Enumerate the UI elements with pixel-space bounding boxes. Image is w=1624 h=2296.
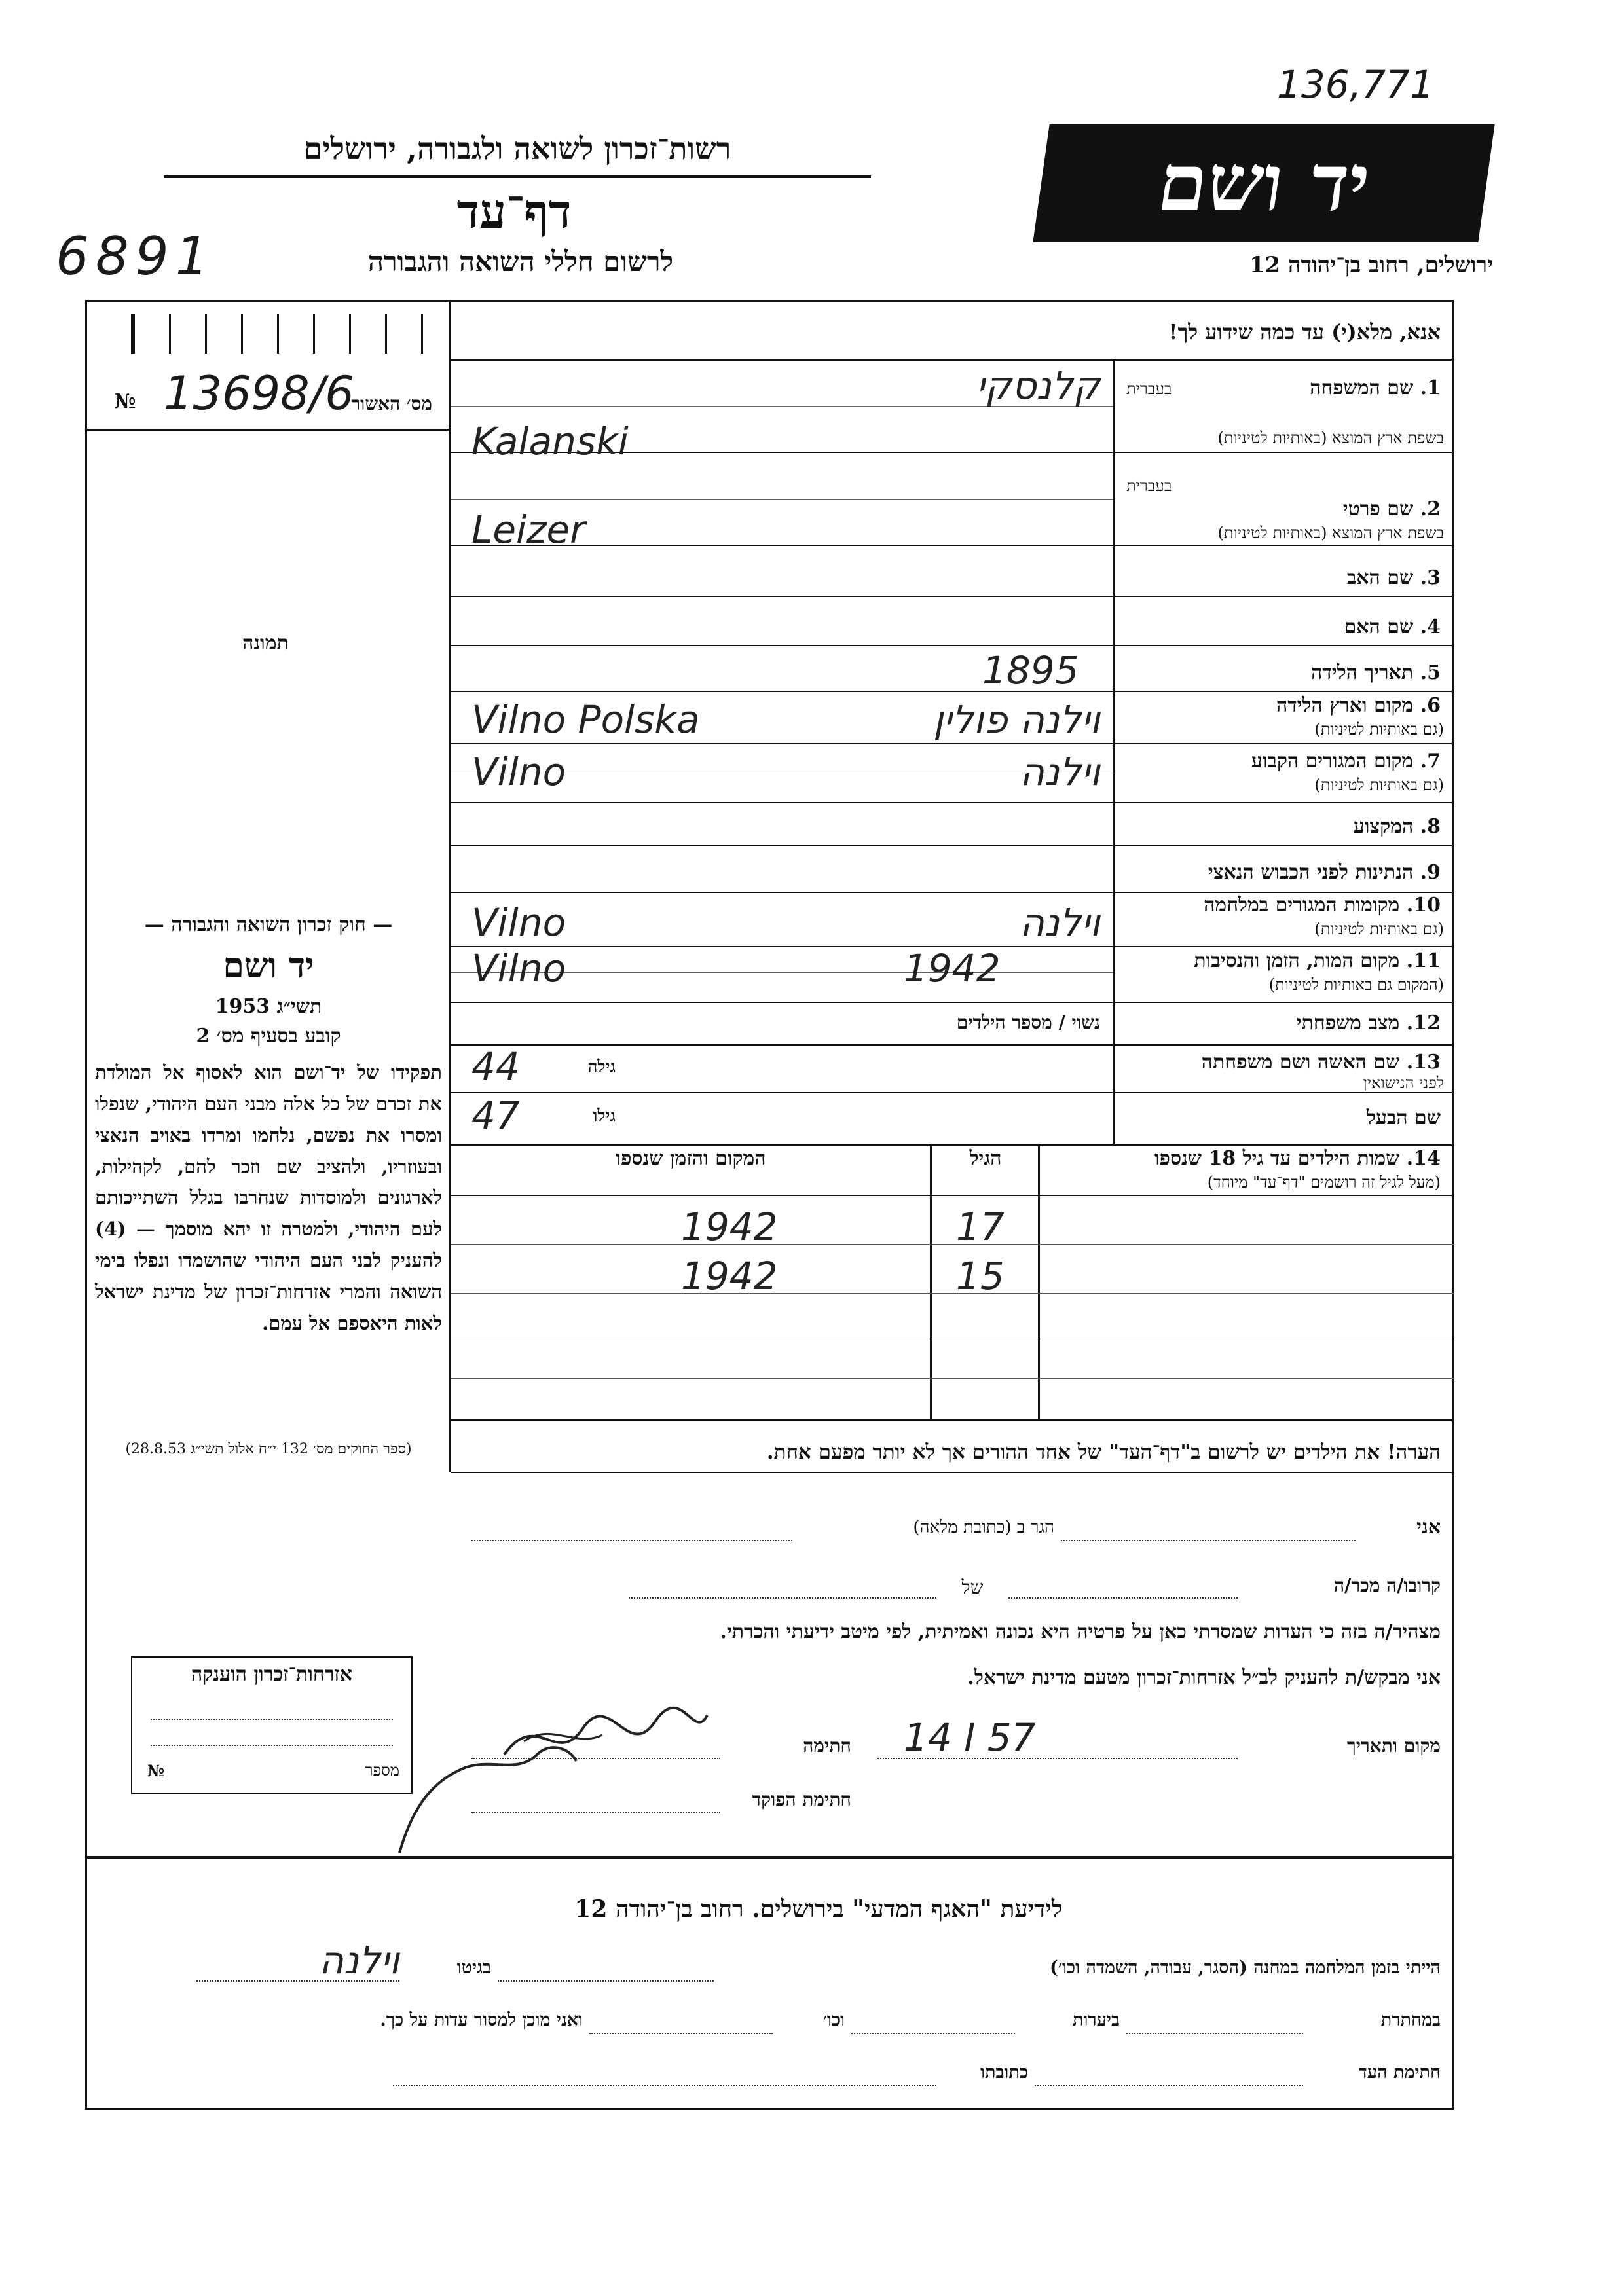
instruction-rule xyxy=(451,359,1454,361)
children-label: 14. שמות הילדים עד גיל 18 שנספו xyxy=(1154,1147,1441,1170)
ghetto-value[interactable]: וילנה xyxy=(319,1938,399,1982)
witness-address-label: כתובתו xyxy=(980,2062,1028,2083)
law-logo: יד ושם xyxy=(223,946,314,986)
witness-signature-line[interactable] xyxy=(1035,2085,1303,2086)
photo-label: תמונה xyxy=(242,632,289,655)
declaration-request: אני מבקש/ת להעניק לב״ל אזרחות־זכרון מטעם מדינת ישראל. xyxy=(967,1666,1441,1689)
place-date-label: מקום ותאריך xyxy=(1346,1735,1441,1757)
declarant-name-line[interactable] xyxy=(1061,1540,1356,1541)
death-place-latin-value[interactable]: Vilno xyxy=(471,946,566,991)
hiding-line[interactable] xyxy=(1126,2033,1303,2034)
witness-signature-label: חתימת העד xyxy=(1358,2062,1441,2083)
field-1-sub: בעברית xyxy=(1126,380,1172,398)
field-7-sub2: (גם באותיות לטיניות) xyxy=(1314,776,1444,794)
memorial-citizenship-title: אזרחות־זכרון הוענקה xyxy=(191,1663,353,1686)
law-text: תפקידו של יד־ושם הוא לאסוף אל המולדת את זכרם של כל אלה מבני העם היהודי, שנפלו ומסרו את נפשם, נלחמו ומרדו באויב הנאצי ובעוזריו, ולהציב שם וזכר להם, לקהילות, לארגונים ולמוסדות שנחרבו בגלל השתייכותם לעם היהודי, ולמטרה זו יהא מוסמך — (4) להעניק לבני העם היהודי שהושמדו ונפלו בימי השואה והמרי אזרחות־זכרון של מדינת ישראל לאות היאספם אל עמם. xyxy=(95,1061,442,1334)
approval-rule xyxy=(85,429,449,431)
relation-line[interactable] xyxy=(1008,1597,1238,1599)
form-subtitle: לרשום חללי השואה והגבורה xyxy=(367,246,674,278)
wife-age-value[interactable]: 44 xyxy=(471,1044,520,1089)
law-clause: קובע בסעיף מס׳ 2 xyxy=(196,1025,341,1048)
declaration-statement: מצהיר/ה בזה כי העדות שמסרתי כאן על פרטיה היא נכונה ואמיתית, לפי מיטב ידיעתי והכרתי. xyxy=(720,1620,1441,1643)
header-address: ירושלים, רחוב בן־יהודה 12 xyxy=(1249,252,1493,278)
residence-hebrew-value[interactable]: וילנה xyxy=(1020,750,1100,794)
instruction: אנא, מלא(י) עד כמה שידוע לך! xyxy=(1168,319,1441,344)
field-7-label: 7. מקום המגורים הקבוע xyxy=(1251,750,1441,773)
children-col-age: הגיל xyxy=(969,1147,1002,1170)
resident-label: הגר ב (כתובת מלאה) xyxy=(913,1518,1054,1537)
child-2-age[interactable]: 15 xyxy=(956,1254,1005,1298)
field-1-label: 1. שם המשפחה xyxy=(1310,376,1441,399)
camp-label: הייתי בזמן המלחמה במחנה (הסגר, עבודה, השמדה וכו׳) xyxy=(1050,1958,1441,1978)
forest-line[interactable] xyxy=(851,2033,1015,2034)
field-12-label: 12. מצב משפחתי xyxy=(1296,1011,1441,1034)
field-10-sub2: (גם באותיות לטיניות) xyxy=(1314,920,1444,938)
declaration-i-label: אני xyxy=(1416,1516,1441,1539)
field-13-label: 13. שם האשה ושם משפחתה xyxy=(1201,1051,1441,1074)
etc-label: וכו׳ xyxy=(822,2010,845,2030)
side-number: 6891 xyxy=(56,226,215,287)
note: הערה! את הילדים יש לרשום ב"דף־העד" של אחד ההורים אך לא יותר מפעם אחת. xyxy=(766,1440,1441,1464)
approval-label: מס׳ האשור xyxy=(351,393,432,414)
marital-status-value[interactable]: נשוי / מספר הילדים xyxy=(956,1011,1100,1033)
residence-latin-value[interactable]: Vilno xyxy=(471,750,566,794)
etc-line[interactable] xyxy=(589,2033,773,2034)
surname-hebrew-value[interactable]: קלנסקי xyxy=(976,363,1100,408)
law-year: תשי״ג 1953 xyxy=(215,995,322,1018)
relation-label: קרובו/ה מכר/ה xyxy=(1333,1575,1441,1596)
header-rule xyxy=(164,175,871,178)
memorial-number-label: מספר xyxy=(365,1761,399,1779)
child-1-age[interactable]: 17 xyxy=(956,1205,1005,1249)
field-5-label: 5. תאריך הלידה xyxy=(1311,661,1441,684)
left-column-divider xyxy=(449,300,451,1472)
birth-date-value[interactable]: 1895 xyxy=(982,648,1079,693)
wartime-residence-latin-value[interactable]: Vilno xyxy=(471,900,566,945)
field-1-sub2: בשפת ארץ המוצא (באותיות לטיניות) xyxy=(1217,429,1444,447)
hiding-label: במחתרת xyxy=(1380,2010,1441,2030)
field-2-sub: בעברית xyxy=(1126,477,1172,495)
birthplace-latin-value[interactable]: Vilno Polska xyxy=(471,697,700,742)
approval-tick-boxes xyxy=(105,308,439,360)
wife-age-label: גילה xyxy=(587,1057,616,1077)
law-source: (ספר החוקים מס׳ 132 י״ח אלול תשי״ג 28.8.53) xyxy=(125,1441,412,1457)
field-2-label: 2. שם פרטי xyxy=(1342,498,1441,520)
field-8-label: 8. המקצוע xyxy=(1353,815,1441,838)
field-4-label: 4. שם האם xyxy=(1344,615,1441,638)
field-10-label: 10. מקומות המגורים במלחמה xyxy=(1204,894,1441,917)
ghetto-label: בגיטו xyxy=(456,1958,491,1978)
forest-label: ביערות xyxy=(1072,2010,1120,2030)
first-name-latin-value[interactable]: Leizer xyxy=(471,507,586,552)
field-6-label: 6. מקום וארץ הלידה xyxy=(1276,694,1441,717)
witness-address-line[interactable] xyxy=(393,2085,936,2086)
death-details-hebrew-value[interactable]: 1942 xyxy=(904,946,1001,991)
husband-age-label: גילו xyxy=(593,1106,616,1126)
memorial-no-mark: № xyxy=(147,1761,165,1780)
child-2-place[interactable]: 1942 xyxy=(681,1254,778,1298)
archive-number: 136,771 xyxy=(1277,62,1434,107)
children-col-place: המקום והזמן שנספו xyxy=(616,1147,766,1170)
husband-age-value[interactable]: 47 xyxy=(471,1093,520,1138)
camp-line[interactable] xyxy=(498,1980,714,1982)
field-3-label: 3. שם האב xyxy=(1346,566,1441,589)
official-signature-label: חתימת הפוקד xyxy=(752,1789,851,1810)
of-label: של xyxy=(961,1576,984,1598)
place-date-value[interactable]: 14 I 57 xyxy=(904,1715,1036,1760)
field-2-sub2: בשפת ארץ המוצא (באותיות לטיניות) xyxy=(1217,524,1444,542)
field-13-sub2: לפני הנישואין xyxy=(1363,1074,1444,1092)
field-11-label: 11. מקום המות, הזמן והנסיבות xyxy=(1194,949,1441,972)
yad-vashem-logo: יד ושם xyxy=(1033,124,1494,242)
birthplace-hebrew-value[interactable]: וילנה פולין xyxy=(932,697,1100,742)
approval-no-mark: № xyxy=(115,390,136,413)
signature-label: חתימה xyxy=(803,1735,851,1757)
official-signature-scribble xyxy=(386,1728,583,1859)
resident-address-line[interactable] xyxy=(471,1540,792,1541)
husband-name-label: שם הבעל xyxy=(1366,1106,1441,1129)
law-title: — חוק זכרון השואה והגבורה — xyxy=(144,913,393,936)
field-11-sub2: (המקום גם באותיות לטיניות) xyxy=(1268,975,1444,994)
wartime-residence-hebrew-value[interactable]: וילנה xyxy=(1020,900,1100,945)
label-column-divider xyxy=(1113,359,1115,1144)
surname-latin-value[interactable]: Kalanski xyxy=(471,419,629,464)
field-6-sub2: (גם באותיות לטיניות) xyxy=(1314,720,1444,738)
child-1-place[interactable]: 1942 xyxy=(681,1205,778,1249)
children-sub: (מעל לגיל זה רושמים "דף־עד" מיוחד) xyxy=(1207,1173,1441,1192)
section-separator xyxy=(85,1856,1454,1859)
field-9-label: 9. הנתינות לפני הכבוש הנאצי xyxy=(1208,861,1441,884)
form-title: דף־עד xyxy=(456,183,572,239)
approval-number[interactable]: 13698/6 xyxy=(164,367,354,420)
header-authority: רשות־זכרון לשואה ולגבורה, ירושלים xyxy=(303,131,731,166)
ready-label: ואני מוכן למסור עדות על כך. xyxy=(380,2010,583,2030)
bottom-heading: לידיעת "האגף המדעי" בירושלים. רחוב בן־יהודה 12 xyxy=(574,1895,1063,1923)
